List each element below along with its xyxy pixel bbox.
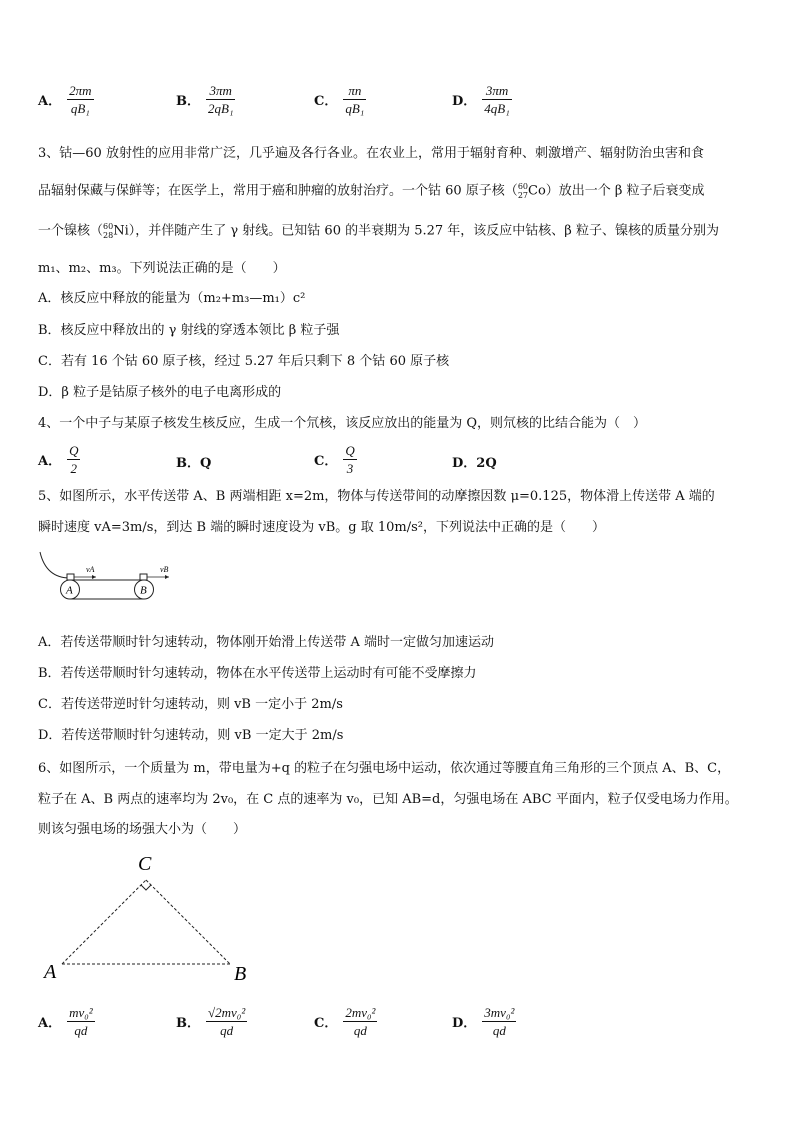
q5-stem-line2: 瞬时速度 vA=3m/s，到达 B 端的瞬时速度设为 vB。g 取 10m/s²，下列说法中正确的是（ ） (38, 520, 605, 535)
cobalt-nuclide (518, 182, 528, 200)
q2-option-b-fraction (206, 82, 235, 117)
q3-stem-line4: m₁、m₂、m₃。下列说法正确的是（ ） (38, 261, 286, 276)
nickel-nuclide (103, 222, 113, 240)
atomic-number: 27 (517, 191, 528, 200)
q6-option-c-fraction (343, 1004, 377, 1039)
q6-stem-line3: 则该匀强电场的场强大小为（ ） (38, 822, 247, 837)
q6-option-b (176, 1004, 247, 1039)
q3-stem-line3 (38, 222, 719, 241)
q2-option-a-label: A． (38, 94, 62, 109)
numerator: 2mv₀² (345, 1005, 376, 1020)
q6-option-d (452, 1004, 516, 1039)
q4-option-c-label: C． (314, 454, 338, 469)
q4-option-c (314, 442, 357, 477)
denominator: qB₁ (70, 101, 90, 116)
q4-option-b: B．Q (176, 456, 212, 471)
block-at-a (67, 574, 74, 580)
q2-option-b (176, 82, 235, 117)
q5-option-d: D．若传送带顺时针匀速转动，则 vB 一定大于 2m/s (38, 728, 344, 743)
side-cb (146, 880, 230, 964)
denominator: qd (220, 1023, 234, 1038)
denominator: qd (74, 1023, 88, 1038)
q2-option-a (38, 82, 94, 117)
denominator: qB₁ (345, 101, 365, 116)
atomic-number: 28 (103, 231, 114, 240)
denominator: 4qB₁ (484, 101, 510, 116)
pulley-b-label: B (140, 584, 147, 597)
arrowhead (165, 575, 169, 579)
denominator: 3 (346, 461, 354, 476)
q3-option-b: B．核反应中释放出的 γ 射线的穿透本领比 β 粒子强 (38, 323, 340, 338)
numerator: Q (69, 443, 79, 458)
q2-option-c-fraction (343, 82, 366, 117)
q4-option-a-fraction (67, 442, 80, 477)
q5-option-b: B．若传送带顺时针匀速转动，物体在水平传送带上运动时有可能不受摩擦力 (38, 666, 477, 681)
numerator: πn (343, 82, 366, 100)
q6-option-d-fraction (482, 1004, 516, 1039)
q2-option-d (452, 82, 512, 117)
q3-text: 一个镍核（ (38, 223, 104, 239)
q6-option-a-label: A． (38, 1016, 62, 1031)
side-ac (62, 880, 146, 964)
vertex-b-label: B (234, 963, 247, 985)
pulley-a-label: A (66, 584, 73, 597)
triangle-figure (38, 848, 268, 988)
q6-option-b-label: B． (176, 1016, 200, 1031)
q6-option-a (38, 1004, 95, 1039)
vertex-a-label: A (44, 961, 57, 983)
q6-option-c (314, 1004, 377, 1039)
q3-text: ），并伴随产生了 γ 射线。已知钴 60 的半衰期为 5.27 年，该反应中钴核、β 粒子、镍核的质量分别为 (128, 223, 719, 239)
mass-number: 60 (517, 182, 528, 191)
denominator: 2qB₁ (208, 101, 234, 116)
q2-option-d-label: D． (452, 94, 477, 109)
velocity-a-label: vA (86, 565, 95, 574)
q6-stem-line1: 6、如图所示，一个质量为 m，带电量为+q 的粒子在匀强电场中运动，依次通过等腰直角三角形的三个顶点 A、B、C， (38, 761, 731, 776)
q4-option-a (38, 442, 80, 477)
q6-stem-line2: 粒子在 A、B 两点的速率均为 2v₀，在 C 点的速率为 v₀，已知 AB=d，匀强电场在 ABC 平面内，粒子仅受电场力作用。 (38, 792, 738, 807)
q3-stem-line2 (38, 182, 705, 201)
right-angle-mark (141, 885, 151, 890)
q3-text: ）放出一个 β 粒子后衰变成 (545, 183, 705, 199)
denominator: qd (492, 1023, 506, 1038)
q6-option-a-fraction (67, 1004, 95, 1039)
q2-option-c-label: C． (314, 94, 338, 109)
entry-ramp-curve (40, 552, 70, 578)
mass-number: 60 (103, 222, 114, 231)
numerator: 2πm (69, 83, 92, 98)
q2-option-a-fraction (67, 82, 93, 117)
q5-option-a: A．若传送带顺时针匀速转动，物体刚开始滑上传送带 A 端时一定做匀加速运动 (38, 635, 495, 650)
numerator: 3πm (206, 82, 235, 100)
element-symbol: Ni (113, 223, 129, 239)
vertex-c-label: C (138, 853, 152, 875)
q2-option-d-fraction (482, 82, 511, 117)
conveyor-belt-figure (36, 550, 176, 606)
numerator: 3mv₀² (484, 1005, 515, 1020)
q2-option-c (314, 82, 366, 117)
q6-option-c-label: C． (314, 1016, 338, 1031)
q3-option-d: D．β 粒子是钴原子核外的电子电离形成的 (38, 385, 282, 400)
velocity-b-label: vB (160, 565, 169, 574)
q3-option-a: A．核反应中释放的能量为（m₂+m₃—m₁）c² (38, 291, 306, 306)
q5-stem-line1: 5、如图所示，水平传送带 A、B 两端相距 x=2m，物体与传送带间的动摩擦因数 μ=0.125，物体滑上传送带 A 端的 (38, 489, 715, 504)
q3-text: 品辐射保藏与保鲜等；在医学上，常用于癌和肿瘤的放射治疗。一个钴 60 原子核（ (38, 183, 518, 199)
numerator: Q (345, 443, 355, 458)
q2-option-b-label: B． (176, 94, 200, 109)
q6-option-b-fraction (206, 1004, 247, 1039)
q4-option-d: D．2Q (452, 456, 497, 471)
numerator: mv₀² (69, 1005, 93, 1020)
q4-stem: 4、一个中子与某原子核发生核反应，生成一个氘核，该反应放出的能量为 Q，则氘核的比结合能为（ ） (38, 416, 647, 431)
q5-option-c: C．若传送带逆时针匀速转动，则 vB 一定小于 2m/s (38, 697, 343, 712)
q3-option-c: C．若有 16 个钴 60 原子核，经过 5.27 年后只剩下 8 个钴 60 原子核 (38, 354, 450, 369)
q3-stem-line1: 3、钴—60 放射性的应用非常广泛，几乎遍及各行各业。在农业上，常用于辐射育种、刺激增产、辐射防治虫害和食 (38, 146, 704, 161)
arrowhead (92, 575, 96, 579)
q6-option-d-label: D． (452, 1016, 477, 1031)
q4-option-a-label: A． (38, 454, 62, 469)
denominator: qd (353, 1023, 367, 1038)
q4-option-c-fraction (343, 442, 356, 477)
block-at-b (140, 574, 147, 580)
element-symbol: Co (528, 183, 546, 199)
denominator: 2 (70, 461, 78, 476)
numerator: 3πm (482, 82, 511, 100)
numerator: √2mv₀² (208, 1005, 246, 1020)
